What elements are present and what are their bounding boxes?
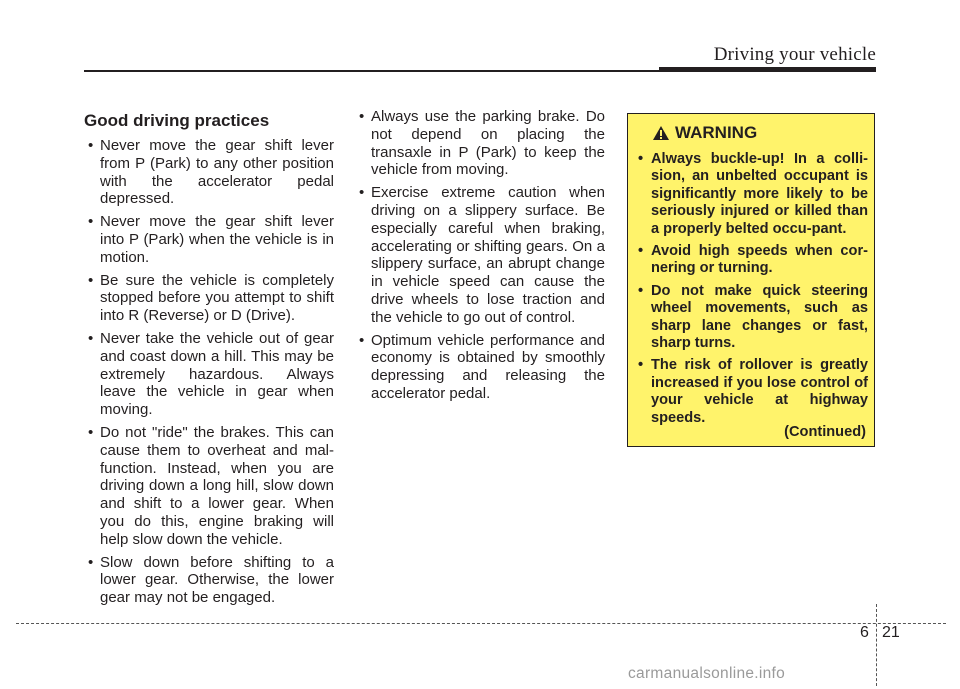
warning-triangle-icon: [652, 125, 670, 141]
warning-list: [636, 151, 868, 432]
list-item: • Slow down before shifting to a lower gear. Otherwise, the lower gear may not be engaged.: [84, 554, 334, 607]
warning-title: WARNING: [675, 123, 758, 142]
list-item: • The risk of rollover is greatly increased if you lose control of your vehicle at highway speeds.: [636, 357, 868, 427]
warning-box: [627, 113, 875, 447]
warning-heading: [652, 123, 757, 143]
header-rule-accent: [659, 67, 876, 72]
list-item: • Exercise extreme caution when driving on a slippery surface. Be especially careful when braking, accelerating or shifting gears. On a slippery surface, an abrupt change in vehicle speed can cause the drive wheels to lose traction and the vehicle to go out of control.: [355, 184, 605, 326]
list-item: • Never take the vehicle out of gear and coast down a hill. This may be extremely hazardous. Always leave the vehicle in gear when moving.: [84, 330, 334, 419]
middle-column: [355, 108, 605, 408]
chapter-number: 6: [860, 624, 869, 641]
left-column: [84, 108, 334, 612]
page-number-divider: [876, 604, 877, 686]
list-item: • Avoid high speeds when cor-nering or turning.: [636, 243, 868, 278]
list-item: • Never move the gear shift lever into P (Park) when the vehicle is in motion.: [84, 213, 334, 266]
list-item: • Do not make quick steering wheel movements, such as sharp lane changes or fast, sharp turns.: [636, 283, 868, 353]
driving-practices-list-continued: [355, 108, 605, 403]
list-item: • Always use the parking brake. Do not depend on placing the transaxle in P (Park) to keep the vehicle from moving.: [355, 108, 605, 179]
list-item: • Optimum vehicle performance and economy is obtained by smoothly depressing and releasing the accelerator pedal.: [355, 332, 605, 403]
page-number: 21: [882, 624, 900, 641]
driving-practices-list: [84, 137, 334, 607]
list-item: • Be sure the vehicle is completely stopped before you attempt to shift into R (Reverse) or D (Drive).: [84, 272, 334, 325]
list-item: • Do not "ride" the brakes. This can cause them to overheat and mal-function. Instead, when you are driving down a long hill, slow down and shift to a lower gear. When you do this, engine braking will help slow down the vehicle.: [84, 424, 334, 549]
list-item: • Never move the gear shift lever from P (Park) to any other position with the accelerator pedal depressed.: [84, 137, 334, 208]
list-item: • Always buckle-up! In a colli-sion, an unbelted occupant is significantly more likely to be seriously injured or killed than a properly belted occu-pant.: [636, 151, 868, 238]
continued-label: (Continued): [784, 424, 866, 440]
section-heading: Good driving practices: [84, 111, 270, 130]
footer-rule: [16, 623, 946, 624]
watermark: carmanualsonline.info: [628, 665, 786, 682]
running-header: Driving your vehicle: [713, 44, 876, 65]
